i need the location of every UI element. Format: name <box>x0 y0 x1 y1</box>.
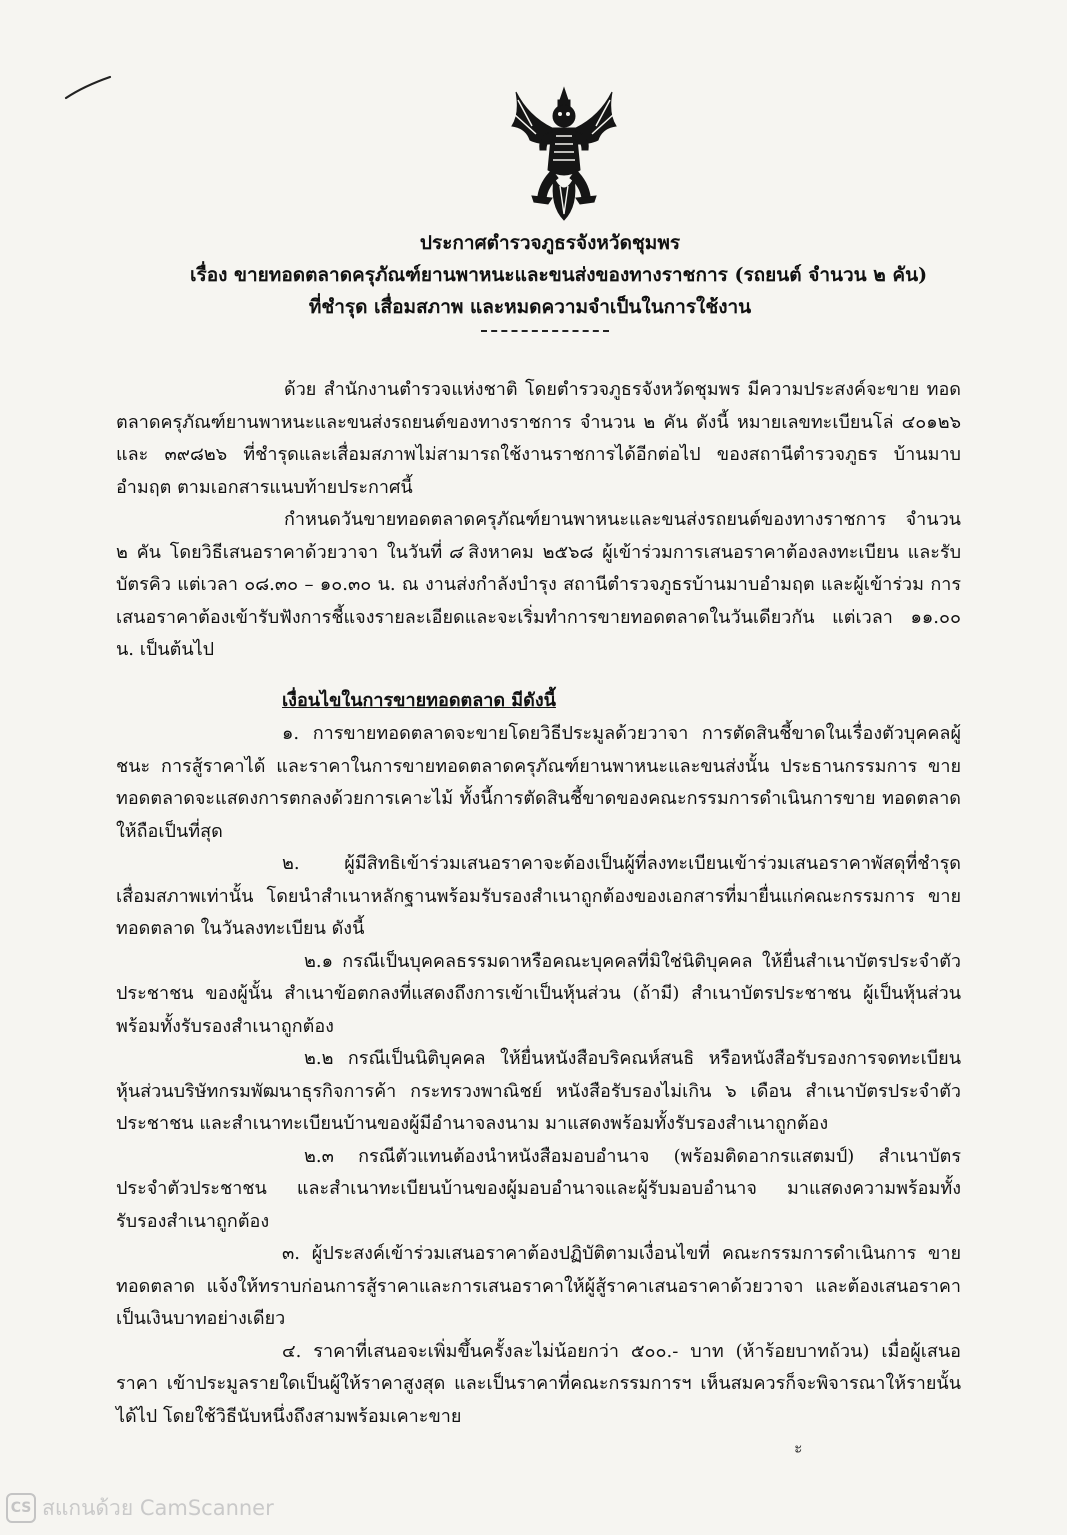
intro-paragraph-2-a: กำหนดวันขายทอดตลาดครุภัณฑ์ยานพาหนะและขนส่งรถยนต์ของทางราชการ จำนวน ๒ คัน โดยวิธีเสนอราคาด้วยวาจา ในวันที่ <box>116 509 961 563</box>
handwritten-day: ๘ <box>448 541 463 563</box>
conditions-section <box>116 718 961 1433</box>
intro-paragraph-1: ด้วย สำนักงานตำรวจแห่งชาติ โดยตำรวจภูธรจังหวัดชุมพร มีความประสงค์จะขาย ทอดตลาดครุภัณฑ์ยานพาหนะและขนส่งรถยนต์ของทางราชการ จำนวน ๒ คัน ดังนี้ หมายเลขทะเบียนโล่ ๔๐๑๒๖ และ ๓๙๘๒๖ ที่ชำรุดและเสื่อมสภาพไม่สามารถใช้งานราชการได้อีกต่อไป ของสถานีตำรวจภูธร บ้านมาบอำมฤต ตามเอกสารแนบท้ายประกาศนี้ <box>116 379 961 498</box>
condition-item-2-1: ๒.๑ กรณีเป็นบุคคลธรรมดาหรือคณะบุคคลที่มิใช่นิติบุคคล ให้ยื่นสำเนาบัตรประจำตัว ประชาชน ของผู้นั้น สำเนาข้อตกลงที่แสดงถึงการเข้าเป็นหุ้นส่วน (ถ้ามี) สำเนาบัตรประชาชน ผู้เป็นหุ้นส่วน พร้อมทั้งรับรองสำเนาถูกต้อง <box>116 950 961 1037</box>
pen-stroke-mark <box>62 74 114 102</box>
conditions-heading: เงื่อนไขในการขายทอดตลาด มีดังนี้ <box>282 690 556 711</box>
condition-item-3: ๓. ผู้ประสงค์เข้าร่วมเสนอราคาต้องปฏิบัติตามเงื่อนไขที่ คณะกรรมการดำเนินการ ขายทอดตลาด แจ้งให้ทราบก่อนการสู้ราคาและการเสนอราคาให้ผู้สู้ราคาเสนอราคาด้วยวาจา และต้องเสนอราคา เป็นเงินบาทอย่างเดียว <box>116 1243 961 1329</box>
camscanner-watermark <box>0 1491 274 1525</box>
condition-item-1: ๑. การขายทอดตลาดจะขายโดยวิธีประมูลด้วยวาจา การตัดสินชี้ขาดในเรื่องตัวบุคคลผู้ชนะ การสู้ราคาได้ และราคาในการขายทอดตลาดครุภัณฑ์ยานพาหนะและขนส่งนั้น ประธานกรรมการ ขายทอดตลาดจะแสดงการตกลงด้วยการเคาะไม้ ทั้งนี้การตัดสินชี้ขาดของคณะกรรมการดำเนินการขาย ทอดตลาดให้ถือเป็นที่สุด <box>116 723 961 842</box>
condition-item-2-2: ๒.๒ กรณีเป็นนิติบุคคล ให้ยื่นหนังสือบริคณห์สนธิ หรือหนังสือรับรองการจดทะเบียน หุ้นส่วนบริษัทกรมพัฒนาธุรกิจการค้า กระทรวงพาณิชย์ หนังสือรับรองไม่เกิน ๖ เดือน สำเนาบัตรประจำตัว ประชาชน และสำเนาทะเบียนบ้านของผู้มีอำนาจลงนาม มาแสดงพร้อมทั้งรับรองสำเนาถูกต้อง <box>116 1048 961 1134</box>
camscanner-text: สแกนด้วย CamScanner <box>42 1495 274 1520</box>
camscanner-logo-icon: CS <box>6 1493 36 1523</box>
intro-section <box>116 374 961 667</box>
announcement-subject-cont: ที่ชำรุด เสื่อมสภาพ และหมดความจำเป็นในการใช้งาน <box>308 296 752 318</box>
page-mark: ะ <box>794 1438 803 1457</box>
announcement-subject: เรื่อง ขายทอดตลาดครุภัณฑ์ยานพาหนะและขนส่งของทางราชการ (รถยนต์ จำนวน ๒ คัน) <box>190 264 928 286</box>
intro-paragraph-2 <box>116 504 961 667</box>
condition-item-2-3: ๒.๓ กรณีตัวแทนต้องนำหนังสือมอบอำนาจ (พร้อมติดอากรแสตมป์) สำเนาบัตร ประจำตัวประชาชน และสำเนาทะเบียนบ้านของผู้มอบอำนาจและผู้รับมอบอำนาจ มาแสดงความพร้อมทั้ง รับรองสำเนาถูกต้อง <box>116 1145 961 1232</box>
garuda-emblem <box>508 86 620 224</box>
intro-paragraph-2-b: สิงหาคม ๒๕๖๘ ผู้เข้าร่วมการเสนอราคาต้องลงทะเบียน และรับ บัตรคิว แต่เวลา ๐๘.๓๐ – ๑๐.๓๐ น. ณ งานส่งกำลังบำรุง สถานีตำรวจภูธรบ้านมาบอำมฤต และผู้เข้าร่วม การเสนอราคาต้องเข้ารับฟังการชี้แจงรายละเอียดและจะเริ่มทำการขายทอดตลาดในวันเดียวกัน แต่เวลา ๑๑.๐๐ น. เป็นต้นไป <box>116 541 961 660</box>
header-divider <box>481 330 609 332</box>
condition-item-2: ๒. ผู้มีสิทธิเข้าร่วมเสนอราคาจะต้องเป็นผู้ที่ลงทะเบียนเข้าร่วมเสนอราคาพัสดุที่ชำรุด เสื่อมสภาพเท่านั้น โดยนำสำเนาหลักฐานพร้อมรับรองสำเนาถูกต้องของเอกสารที่มายื่นแก่คณะกรรมการ ขายทอดตลาด ในวันลงทะเบียน ดังนี้ <box>116 853 961 939</box>
condition-item-4: ๔. ราคาที่เสนอจะเพิ่มขึ้นครั้งละไม่น้อยกว่า ๕๐๐.- บาท (ห้าร้อยบาทถ้วน) เมื่อผู้เสนอราคา เข้าประมูลรายใดเป็นผู้ให้ราคาสูงสุด และเป็นราคาที่คณะกรรมการฯ เห็นสมควรก็จะพิจารณาให้รายนั้นได้ไป โดยใช้วิธีนับหนึ่งถึงสามพร้อมเคาะขาย <box>116 1340 961 1427</box>
announcement-title: ประกาศตำรวจภูธรจังหวัดชุมพร <box>419 232 681 254</box>
